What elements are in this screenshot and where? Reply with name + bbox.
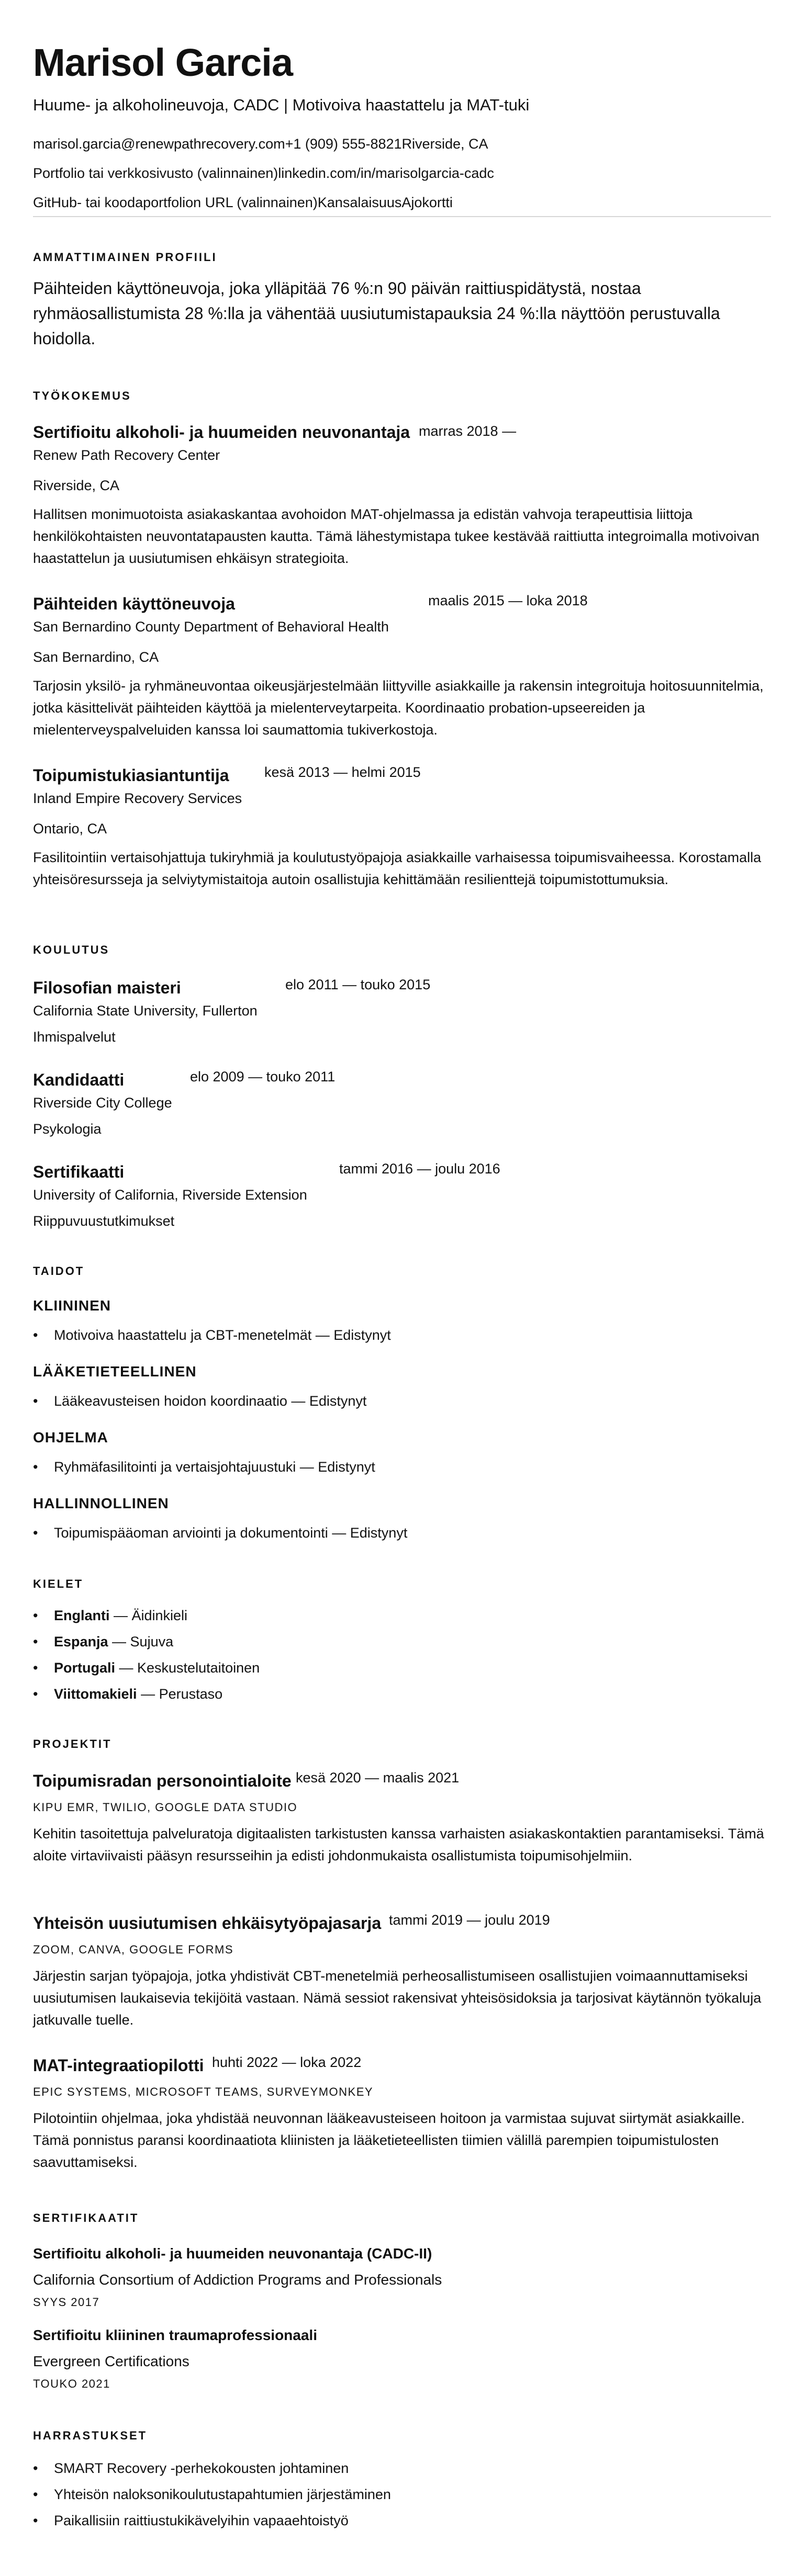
experience-location: Riverside, CA xyxy=(33,478,120,493)
education-degree: Filosofian maisteri xyxy=(33,978,181,997)
project-name: MAT-integraatiopilotti xyxy=(33,2056,204,2075)
skill-item xyxy=(41,1458,375,1476)
education-degree: Sertifikaatti xyxy=(33,1162,125,1181)
experience-org: San Bernardino County Department of Behavioral Health xyxy=(33,619,389,635)
contact-line-portfolio-linkedin: Portfolio tai verkkosivusto (valinnainen)linkedin.com/in/marisolgarcia-cadc xyxy=(33,165,494,181)
education-school: University of California, Riverside Extension xyxy=(33,1187,307,1203)
certificate-issuer: Evergreen Certifications xyxy=(33,2353,189,2369)
certificate-issuer: California Consortium of Addiction Programs and Professionals xyxy=(33,2272,442,2288)
certificate-name: Sertifioitu alkoholi- ja huumeiden neuvonantaja (CADC-II) xyxy=(33,2245,432,2262)
education-field: Psykologia xyxy=(33,1121,102,1137)
hobby-item xyxy=(41,2511,349,2530)
header-divider xyxy=(33,216,771,217)
project-tech: KIPU EMR, TWILIO, GOOGLE DATA STUDIO xyxy=(33,1801,298,1814)
language-name: Englanti xyxy=(54,1608,110,1623)
project-date: huhti 2022 — loka 2022 xyxy=(212,2054,362,2070)
skill-item-text: Ryhmäfasilitointi ja vertaisjohtajuustuki — Edistynyt xyxy=(54,1459,375,1475)
section-title-experience: TYÖKOKEMUS xyxy=(33,389,131,402)
skill-item-text: Motivoiva haastattelu ja CBT-menetelmät — Edistynyt xyxy=(54,1327,391,1343)
hobby-item xyxy=(41,2459,349,2478)
language-name: Portugali xyxy=(54,1660,116,1676)
education-field: Ihmispalvelut xyxy=(33,1029,116,1045)
contact-line-github-citizenship-license: GitHub- tai koodaportfolion URL (valinnainen)KansalaisuusAjokortti xyxy=(33,195,453,210)
language-item xyxy=(41,1685,222,1703)
certificate-name: Sertifioitu kliininen traumaprofessionaali xyxy=(33,2327,317,2343)
education-date: elo 2011 — touko 2015 xyxy=(285,977,431,992)
skill-group-title: HALLINNOLLINEN xyxy=(33,1495,169,1511)
skill-item xyxy=(41,1326,391,1345)
skill-group-title: OHJELMA xyxy=(33,1429,108,1445)
skill-group-title: LÄÄKETIETEELLINEN xyxy=(33,1363,197,1380)
language-level: — Keskustelutaitoinen xyxy=(115,1660,260,1676)
education-school: Riverside City College xyxy=(33,1095,172,1111)
section-title-certificates: SERTIFIKAATIT xyxy=(33,2211,139,2224)
experience-description: Fasilitointiin vertaisohjattuja tukiryhmiä ja koulutustyöpajoja asiakkaille varhaisessa toipumisvaiheessa. Korostamalla yhteisöresursseja ja selviytymistaitoja autoin osallistujia kehittämään resilienttejä toipumistottumuksia. xyxy=(33,850,762,887)
experience-location: Ontario, CA xyxy=(33,821,107,837)
language-name: Espanja xyxy=(54,1634,108,1649)
skill-item xyxy=(41,1523,407,1542)
section-title-languages: KIELET xyxy=(33,1577,84,1590)
section-title-hobbies: HARRASTUKSET xyxy=(33,2429,148,2442)
education-school: California State University, Fullerton xyxy=(33,1003,258,1019)
profile-summary: Päihteiden käyttöneuvoja, joka ylläpitää 76 %:n 90 päivän raittiuspidätystä, nostaa ryhmäosallistumista 28 %:lla ja vähentää uusiutumistapauksia 24 %:lla näyttöön perustuvalla hoidolla. xyxy=(33,279,720,348)
certificate-date: TOUKO 2021 xyxy=(33,2377,110,2390)
language-name: Viittomakieli xyxy=(54,1686,137,1702)
education-field: Riippuvuustutkimukset xyxy=(33,1213,175,1229)
skill-item-text: Toipumispääoman arviointi ja dokumentointi — Edistynyt xyxy=(54,1525,408,1541)
project-tech: ZOOM, CANVA, GOOGLE FORMS xyxy=(33,1943,234,1956)
experience-location: San Bernardino, CA xyxy=(33,649,159,665)
language-level: — Perustaso xyxy=(137,1686,223,1702)
project-date: tammi 2019 — joulu 2019 xyxy=(389,1912,550,1928)
experience-description: Tarjosin yksilö- ja ryhmäneuvontaa oikeusjärjestelmään liittyville asiakkaille ja rakensin integroituja hoitosuunnitelmia, jotka käsittelivät päihteiden käyttöä ja mielenterveytarpeita. Koordinaatio probation-upseereiden ja mielenterveyspalveluiden kanssa loi saumattomia tukiverkostoja. xyxy=(33,678,764,738)
skill-group-title: KLIININEN xyxy=(33,1297,111,1314)
hobby-text: Paikallisiin raittiustukikävelyihin vapaaehtoistyö xyxy=(54,2513,349,2528)
education-date: elo 2009 — touko 2011 xyxy=(190,1069,336,1084)
project-description: Pilotointiin ohjelmaa, joka yhdistää neuvonnan lääkeavusteiseen hoitoon ja varmistaa sujuvat siirtymät asiakkaille. Tämä ponnistus paransi koordinaatiota kliinisten ja lääketieteellisten tiimien välillä parempien toipumistulosten saavuttamiseksi. xyxy=(33,2110,745,2170)
education-date: tammi 2016 — joulu 2016 xyxy=(339,1161,500,1177)
skill-item xyxy=(41,1392,366,1410)
project-description: Järjestin sarjan työpajoja, jotka yhdistivät CBT-menetelmiä perheosallistumiseen osallistujien voimaannuttamiseksi uusiutumisen laukaisevia tekijöitä vastaan. Nämä sessiot rakensivat yhteisösidoksia ja tarjosivat käytännön työkaluja jatkuvalle tuelle. xyxy=(33,1968,762,2028)
project-name: Toipumisradan personointialoite xyxy=(33,1771,292,1790)
project-name: Yhteisön uusiutumisen ehkäisytyöpajasarja xyxy=(33,1914,382,1933)
project-tech: EPIC SYSTEMS, MICROSOFT TEAMS, SURVEYMONKEY xyxy=(33,2085,374,2098)
experience-org: Renew Path Recovery Center xyxy=(33,447,220,463)
section-title-profile: AMMATTIMAINEN PROFIILI xyxy=(33,251,217,264)
experience-role: Päihteiden käyttöneuvoja xyxy=(33,594,235,613)
experience-date: maalis 2015 — loka 2018 xyxy=(428,593,588,608)
language-item xyxy=(41,1632,173,1651)
headline: Huume- ja alkoholineuvoja, CADC | Motivoiva haastattelu ja MAT-tuki xyxy=(33,96,530,114)
section-title-skills: TAIDOT xyxy=(33,1264,85,1278)
section-title-education: KOULUTUS xyxy=(33,943,110,956)
project-date: kesä 2020 — maalis 2021 xyxy=(296,1770,460,1786)
experience-description: Hallitsen monimuotoista asiakaskantaa avohoidon MAT-ohjelmassa ja edistän vahvoja terapeuttisia liittoja henkilökohtaisten neuvontatapausten kautta. Tämä lähestymistapa tukee kestävää raittiutta integroimalla motivoivan haastattelun ja uusiutumisen ehkäisyn strategioita. xyxy=(33,506,760,566)
candidate-name: Marisol Garcia xyxy=(33,41,293,84)
education-degree: Kandidaatti xyxy=(33,1070,125,1089)
skill-item-text: Lääkeavusteisen hoidon koordinaatio — Edistynyt xyxy=(54,1393,367,1409)
experience-role: Sertifioitu alkoholi- ja huumeiden neuvonantaja xyxy=(33,423,410,442)
language-item xyxy=(41,1606,187,1625)
contact-line-email-phone-location: marisol.garcia@renewpathrecovery.com+1 (909) 555-8821Riverside, CA xyxy=(33,136,488,152)
project-description: Kehitin tasoitettuja palveluratoja digitaalisten tarkistusten kanssa varhaisten asiakaskontaktien parantamiseksi. Tämä aloite virtaviivaisti pääsyn resursseihin ja edisti johdonmukaista osallistumista toipumisohjelmiin. xyxy=(33,1826,764,1863)
hobby-text: Yhteisön naloksonikoulutustapahtumien järjestäminen xyxy=(54,2487,391,2502)
language-level: — Sujuva xyxy=(108,1634,174,1649)
experience-org: Inland Empire Recovery Services xyxy=(33,790,242,806)
experience-date: marras 2018 — xyxy=(419,423,517,439)
hobby-text: SMART Recovery -perhekokousten johtaminen xyxy=(54,2460,349,2476)
experience-role: Toipumistukiasiantuntija xyxy=(33,766,229,785)
language-item xyxy=(41,1658,260,1677)
section-title-projects: PROJEKTIT xyxy=(33,1737,112,1750)
hobby-item xyxy=(41,2485,391,2504)
certificate-date: SYYS 2017 xyxy=(33,2296,100,2309)
experience-date: kesä 2013 — helmi 2015 xyxy=(264,764,421,780)
language-level: — Äidinkieli xyxy=(109,1608,188,1623)
